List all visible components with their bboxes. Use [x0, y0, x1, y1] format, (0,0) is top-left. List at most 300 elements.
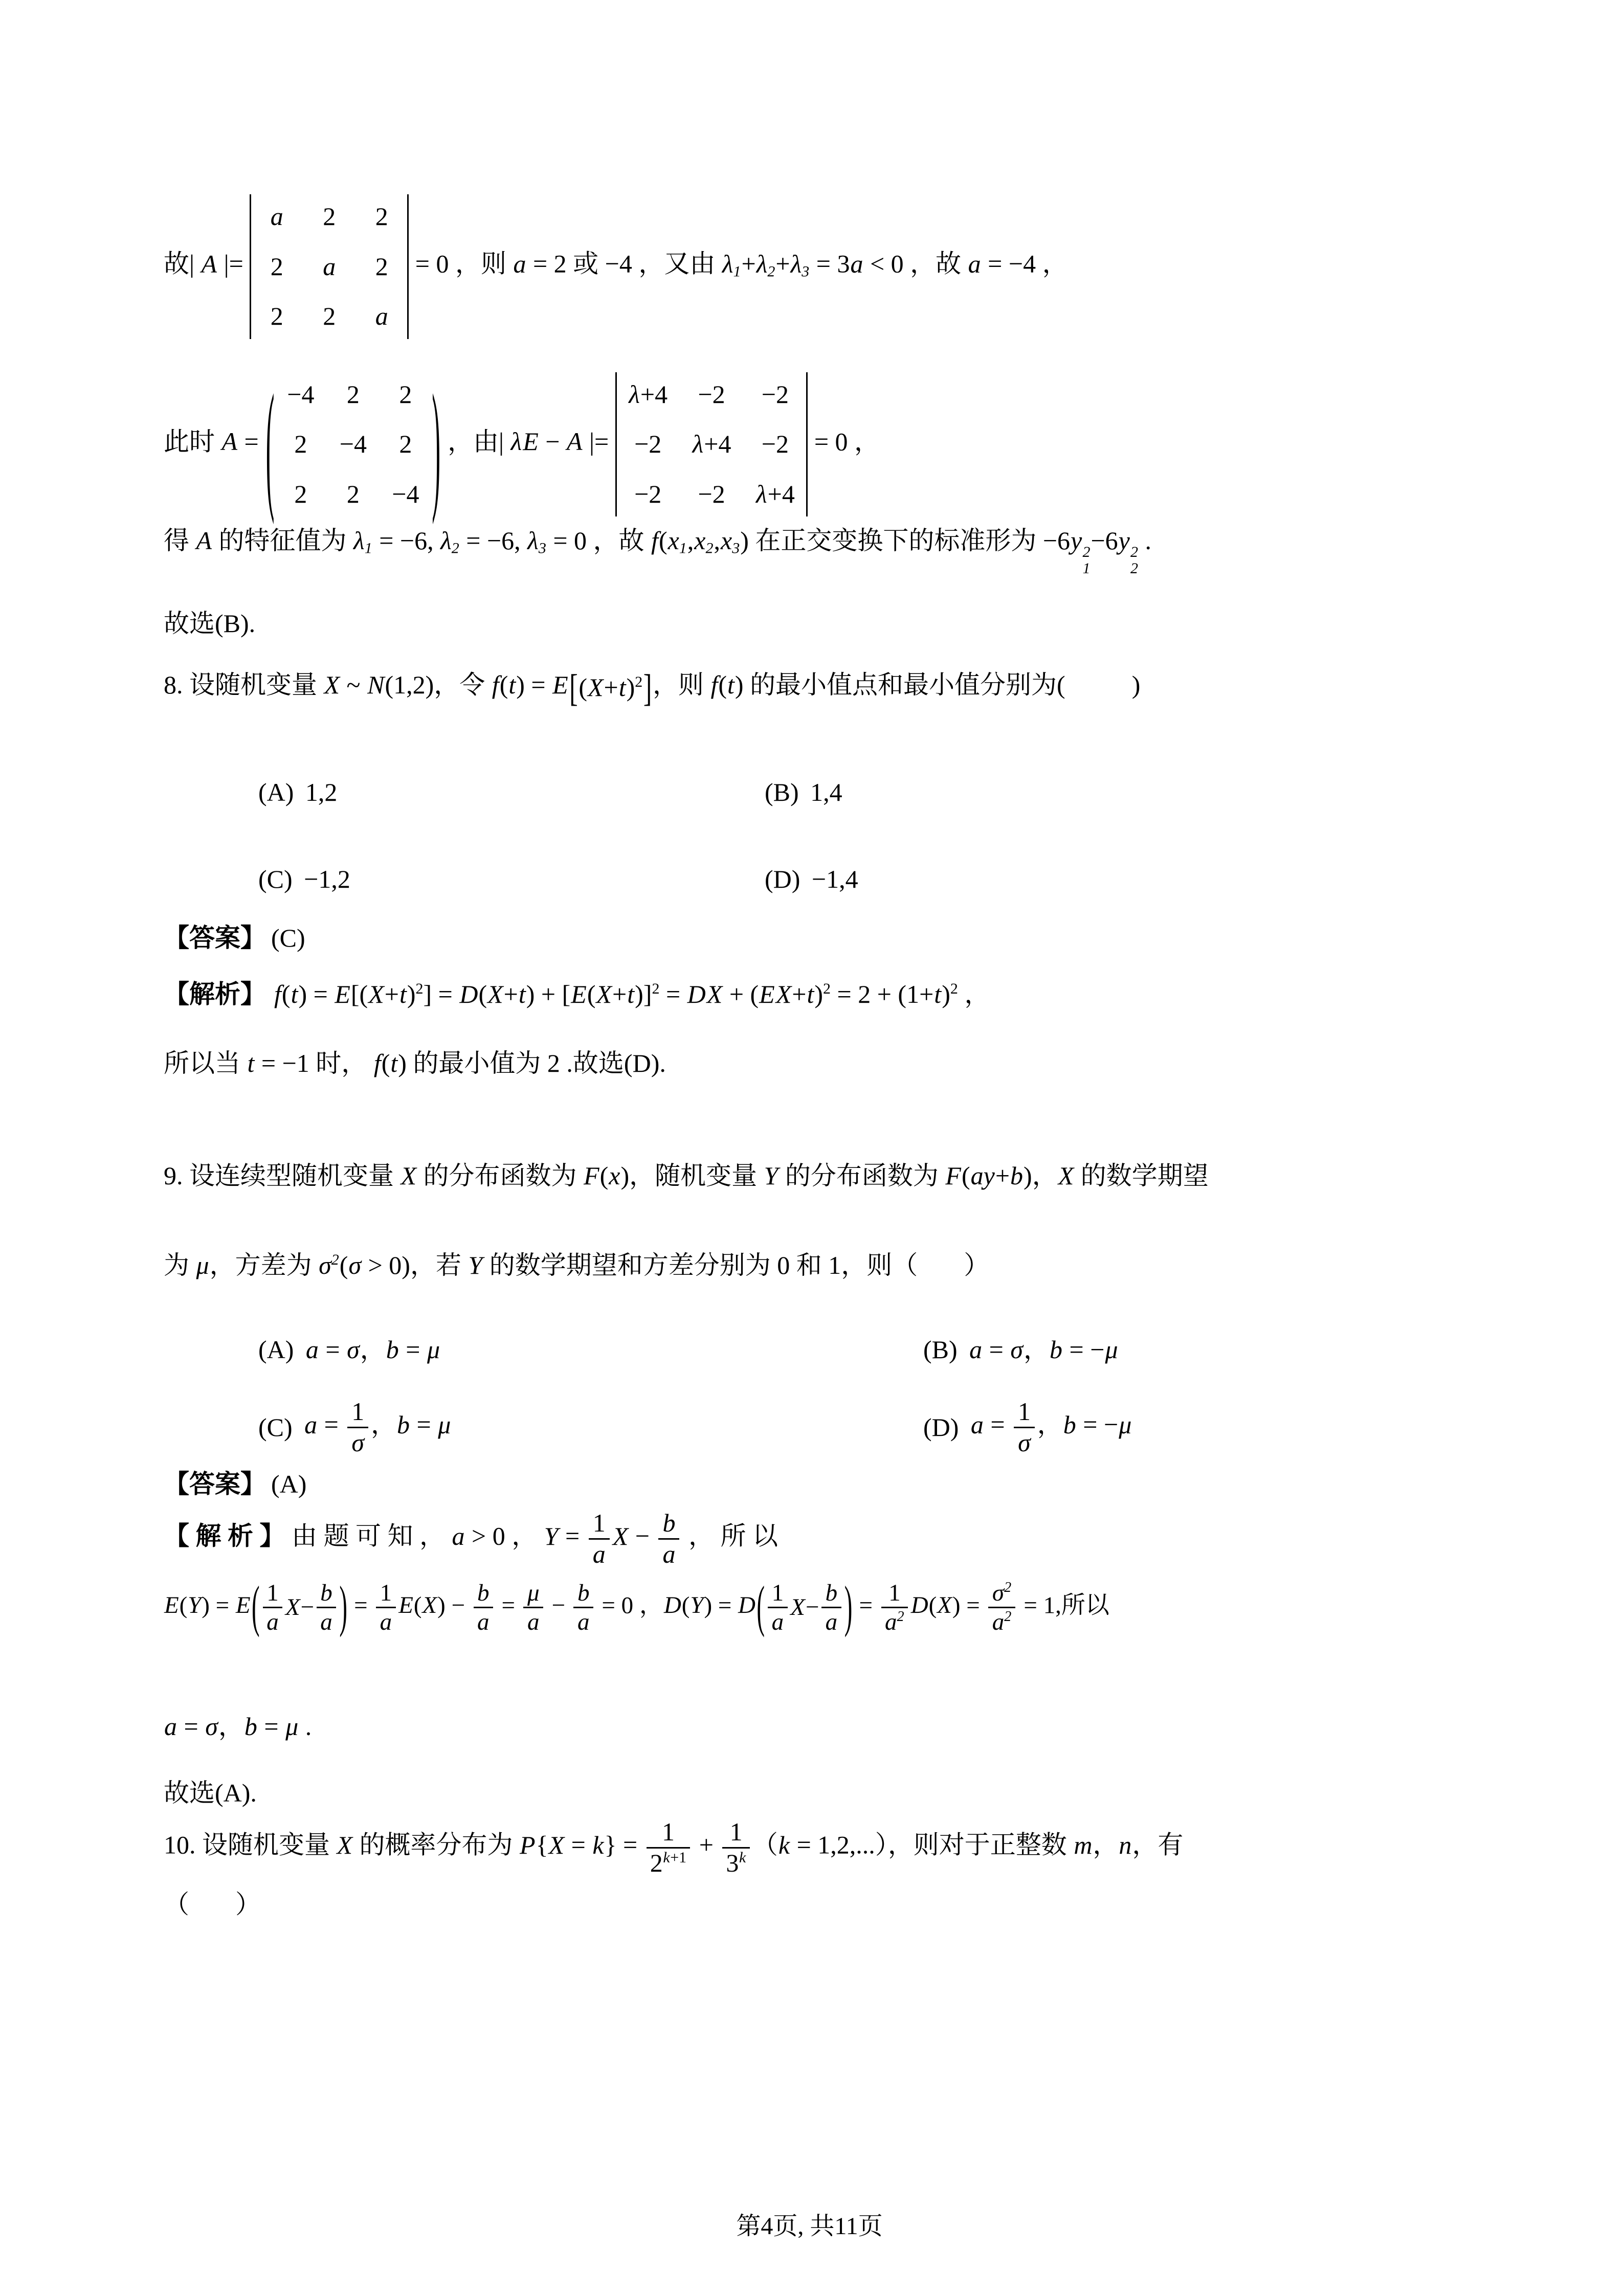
math-run: Y	[188, 1592, 202, 1619]
math-run: $\sigma^2$	[319, 1251, 339, 1280]
math-run: −6	[1042, 526, 1071, 555]
math-run: σ	[205, 1712, 218, 1741]
math-fraction	[1014, 1397, 1035, 1457]
math-run: μ	[438, 1410, 451, 1439]
math-run: X	[368, 980, 384, 1009]
math-run: 的分布函数为	[417, 1161, 584, 1190]
math-run: t	[508, 670, 516, 699]
math-run: = 2 或 −4 ，又由	[526, 249, 722, 278]
math-run: +	[384, 980, 399, 1009]
math-run: (	[579, 673, 587, 702]
math-run: 1	[380, 1580, 392, 1607]
math-run: a	[825, 1609, 838, 1636]
math-fraction	[768, 1579, 788, 1636]
math-matrix	[250, 194, 409, 339]
math-fraction	[881, 1579, 908, 1636]
math-run: + (	[723, 980, 759, 1009]
math-run: (	[681, 1592, 690, 1619]
math-fraction	[347, 1397, 368, 1457]
math-run: .	[299, 1712, 312, 1741]
q8-option-b	[765, 773, 842, 812]
math-run: )	[1024, 1161, 1032, 1190]
math-run: k	[592, 1830, 604, 1859]
math-run: t	[807, 980, 814, 1009]
math-run: +4	[767, 479, 795, 508]
matrix-cell	[263, 202, 291, 232]
superscript	[739, 1849, 746, 1866]
math-run: A	[196, 526, 212, 555]
math-run: X	[487, 980, 503, 1009]
math-run: a	[266, 1609, 279, 1636]
math-run: ，	[1093, 1830, 1119, 1859]
math-run: ，若	[410, 1251, 468, 1280]
math-run: ) =	[952, 1592, 986, 1619]
q9-option-d	[923, 1397, 1132, 1457]
math-run: 2	[323, 202, 336, 231]
math-run: A	[221, 427, 238, 456]
math-run: a	[323, 252, 336, 281]
math-run: 1	[592, 1509, 606, 1538]
math-run: )	[735, 670, 744, 699]
math-run: =	[348, 1592, 374, 1619]
math-run: ）	[235, 1890, 261, 1919]
math-run: Y	[468, 1251, 483, 1280]
math-run: μ	[196, 1251, 209, 1280]
subscript: 2	[705, 539, 714, 557]
math-run: |=	[583, 427, 615, 456]
math-run: 的分布函数为	[778, 1161, 945, 1190]
math-run: a	[270, 202, 283, 231]
math-run: b	[1050, 1335, 1063, 1364]
superscript: 2	[950, 980, 958, 998]
matrix-cell	[692, 480, 731, 509]
math-run: 1	[729, 1817, 743, 1847]
q8-analysis-line	[164, 975, 1455, 1014]
math-run: $\lambda_3$	[527, 526, 546, 557]
q8-option-c	[258, 860, 765, 898]
math-run: E	[552, 670, 568, 699]
math-run: 在正交变换下的标准形为	[748, 526, 1043, 555]
math-run: X	[1058, 1161, 1074, 1190]
page-footer: 第4页, 共11页	[736, 2213, 883, 2240]
math-run: −2	[698, 379, 725, 409]
superscript: 2	[1004, 1609, 1012, 1625]
math-run: −2	[698, 479, 725, 508]
math-run: N	[367, 670, 385, 699]
option-value	[304, 1397, 451, 1457]
math-run: 的数学期望和方差分别为 0 和 1，则（	[483, 1251, 918, 1280]
math-run: ）	[964, 1251, 990, 1280]
math-run: σ	[347, 1335, 360, 1364]
math-fraction	[263, 1579, 283, 1636]
math-fraction	[523, 1579, 543, 1636]
math-run: (	[961, 1161, 970, 1190]
math-run: = 0 ，	[595, 1592, 663, 1619]
math-run: )	[1131, 670, 1141, 699]
math-run: X	[285, 1594, 300, 1621]
math-run: 2	[375, 202, 388, 231]
math-run: 2	[323, 302, 336, 330]
superscript: 2	[652, 980, 660, 998]
math-run: 的最小值点和最小值分别为(	[743, 670, 1065, 699]
q8-answer-line	[164, 919, 1455, 957]
math-run: $\lambda_1$	[722, 249, 741, 280]
matrix-cell	[368, 302, 396, 331]
math-run: ，有	[1132, 1830, 1184, 1859]
math-run: ，随机变量	[629, 1161, 764, 1190]
matrix-cell	[286, 480, 315, 509]
math-run: ，则对于正整数	[887, 1830, 1074, 1859]
math-run: 9. 设连续型随机变量	[164, 1161, 401, 1190]
math-run: −6	[1091, 526, 1118, 555]
math-fraction	[722, 1817, 750, 1878]
math-run: )$^2$	[814, 980, 831, 1009]
math-run: σ	[351, 1428, 365, 1457]
math-run: = 1,所以	[1017, 1592, 1109, 1619]
math-run: = 0 ，故	[546, 526, 651, 555]
q9-option-c	[258, 1397, 923, 1457]
math-run: $\lambda_1$	[353, 526, 372, 557]
math-run: μ	[1105, 1335, 1118, 1364]
math-run: b	[244, 1712, 257, 1741]
option-value	[969, 1331, 1118, 1369]
math-run: =	[983, 1335, 1010, 1364]
q7-determinant-line	[164, 194, 1455, 339]
math-run: a	[305, 1335, 319, 1364]
math-fence	[251, 1575, 348, 1638]
math-run: ， 所 以	[682, 1521, 778, 1550]
answer-marker: 【答案】	[164, 1470, 266, 1499]
q9-analysis-line	[164, 1509, 1455, 1569]
math-run: )]$^2$	[635, 980, 660, 1009]
math-run: X	[706, 980, 723, 1009]
math-run: b	[477, 1580, 490, 1607]
option-value: −1,4	[811, 865, 858, 894]
math-run: +4	[640, 379, 668, 409]
math-run: ) −	[437, 1592, 471, 1619]
math-run: μ	[427, 1335, 440, 1364]
math-run: ，则	[652, 670, 710, 699]
matrix-cell	[339, 480, 367, 509]
q10-stem	[164, 1817, 1455, 1878]
math-fence	[265, 363, 441, 525]
math-run: 1	[351, 1397, 365, 1426]
math-run: X	[596, 980, 612, 1009]
math-run: a	[577, 1609, 590, 1636]
matrix-cell	[286, 380, 315, 410]
math-run: =	[399, 1335, 427, 1364]
math-run: −	[539, 427, 566, 456]
math-run: ) =	[704, 1592, 738, 1619]
math-run: X	[937, 1592, 952, 1619]
subscript: 1	[733, 263, 741, 280]
math-run: f	[373, 1049, 381, 1078]
right-fence-glyph: )	[339, 1575, 347, 1638]
math-run: （	[752, 1830, 778, 1859]
math-run: 1	[1017, 1397, 1031, 1426]
q8-conclusion-line	[164, 1044, 1455, 1083]
math-run: f	[274, 980, 281, 1009]
math-run: a	[662, 1539, 676, 1568]
math-run: D	[910, 1592, 928, 1619]
math-run: )	[740, 526, 749, 555]
matrix-cell	[286, 430, 315, 459]
math-run: 8. 设随机变量	[164, 670, 324, 699]
sub-sup-stack: 2 1	[1082, 544, 1091, 577]
math-run: λ	[629, 379, 640, 409]
left-paren-glyph: (	[265, 363, 275, 525]
math-run: )	[398, 1049, 407, 1078]
math-run: （	[164, 1890, 189, 1919]
math-run: {	[536, 1830, 548, 1859]
math-run: b	[662, 1509, 676, 1538]
math-run: ) =	[298, 980, 335, 1009]
math-run: 2	[270, 302, 283, 330]
math-run: a	[164, 1712, 177, 1741]
math-run: λ	[510, 427, 522, 456]
math-run: a	[375, 302, 388, 330]
option-label: (A)	[258, 778, 294, 807]
left-fence-glyph: (	[757, 1575, 765, 1638]
math-run: 1	[771, 1580, 784, 1607]
math-run: X	[587, 673, 604, 702]
q9-option-a	[258, 1331, 923, 1369]
q9-formula-line	[164, 1575, 1455, 1638]
math-run: μ	[1119, 1410, 1132, 1439]
math-run: −4	[392, 479, 419, 508]
math-run: ，	[360, 1335, 386, 1364]
math-run: ) =	[202, 1592, 235, 1619]
math-run: =	[853, 1592, 879, 1619]
right-fence-glyph: )	[844, 1575, 853, 1638]
math-fraction	[658, 1509, 679, 1569]
math-run: 由 题 可 知 ，	[285, 1521, 452, 1550]
math-run: t	[934, 980, 942, 1009]
math-run: 此时	[164, 427, 221, 456]
math-run: F	[945, 1161, 961, 1190]
math-run: =	[319, 1335, 347, 1364]
q8-options-row-2	[164, 860, 1455, 898]
math-run: $\sigma^2$	[992, 1580, 1012, 1607]
math-run: X	[337, 1830, 353, 1859]
math-run: 的数学期望	[1074, 1161, 1209, 1190]
math-run: +	[503, 980, 518, 1009]
math-run: a	[452, 1521, 465, 1550]
math-run: (1,2)，令	[385, 670, 492, 699]
math-run: A	[201, 249, 217, 278]
math-run: t	[727, 670, 735, 699]
math-run: X	[548, 1830, 565, 1859]
answer-value: (A)	[271, 1470, 307, 1499]
math-fraction	[821, 1579, 841, 1636]
math-run: = 2 + (1+	[831, 980, 934, 1009]
math-run: 2	[346, 479, 360, 508]
math-run: (	[928, 1592, 937, 1619]
math-run: ，	[1032, 1161, 1058, 1190]
q9-options-row-2	[164, 1397, 1455, 1457]
math-run: X	[401, 1161, 417, 1190]
subscript: 3	[732, 539, 740, 557]
math-run: a	[320, 1609, 332, 1636]
math-run: μ	[527, 1580, 540, 1607]
q9-stem-line-1	[164, 1157, 1455, 1195]
q9-stem-line-2	[164, 1246, 1455, 1285]
math-run: −	[629, 1521, 656, 1550]
math-run: −	[805, 1594, 819, 1621]
math-run: ,	[687, 526, 694, 555]
math-run: =	[495, 1592, 521, 1619]
math-run: +	[741, 249, 756, 278]
matrix-cell	[315, 302, 343, 331]
right-fence-glyph: ]	[643, 666, 652, 709]
math-run: 【解析】	[164, 980, 266, 1009]
math-fence	[756, 1575, 853, 1638]
math-run: b	[577, 1580, 590, 1607]
math-run: )$^2$	[407, 980, 424, 1009]
math-run: =	[257, 1712, 285, 1741]
math-run: a	[592, 1539, 606, 1568]
superscript: 2	[635, 673, 643, 691]
math-run: Y	[690, 1592, 704, 1619]
matrix-cell	[755, 380, 795, 410]
superscript: 2	[331, 1251, 339, 1269]
math-run: [(	[350, 980, 368, 1009]
option-value	[305, 1331, 440, 1369]
q7-matrix-line	[164, 363, 1455, 525]
math-run: −2	[634, 430, 662, 458]
math-run: b	[386, 1335, 399, 1364]
math-run: f	[492, 670, 499, 699]
q8-options-row-1	[164, 773, 1455, 812]
math-run: E	[523, 427, 539, 456]
math-run: t	[399, 980, 407, 1009]
math-run: 的最小值为 2 .故选(D).	[406, 1049, 666, 1078]
math-run: =	[238, 427, 265, 456]
option-label: (D)	[765, 865, 800, 894]
math-run: D	[687, 980, 706, 1009]
superscript: 2	[897, 1609, 904, 1625]
math-run: E	[571, 980, 587, 1009]
math-run: = −6,	[459, 526, 527, 555]
math-run: 2	[270, 252, 283, 281]
math-run: > 0)	[362, 1251, 410, 1280]
math-run: 得	[164, 526, 196, 555]
math-run: μ	[285, 1712, 299, 1741]
math-run: ，	[371, 1410, 397, 1439]
math-run: t	[518, 980, 526, 1009]
matrix-cell	[391, 380, 419, 410]
math-run: a	[477, 1609, 490, 1636]
math-run: k	[739, 1849, 746, 1866]
math-run: A	[566, 427, 583, 456]
math-run: (	[658, 526, 668, 555]
math-fraction	[988, 1579, 1015, 1636]
matrix-cell	[391, 430, 419, 459]
math-fraction	[573, 1579, 593, 1636]
math-run: σ	[348, 1251, 362, 1280]
math-run: λ	[755, 479, 767, 508]
math-run: 2	[399, 379, 412, 409]
math-run: (	[413, 1592, 422, 1619]
math-run: +	[693, 1830, 720, 1859]
math-run: t	[618, 673, 626, 702]
q7-pick-line: 故选(B).	[164, 609, 256, 638]
math-run: $a^2$	[992, 1609, 1012, 1636]
math-run: E	[759, 980, 775, 1009]
math-run: $\lambda_2$	[756, 249, 775, 280]
math-run: ~	[340, 670, 367, 699]
math-run: a	[513, 249, 526, 278]
subscript: 3	[538, 539, 546, 557]
matrix-cell	[339, 380, 367, 410]
math-run: =	[177, 1712, 205, 1741]
math-run: .	[1139, 526, 1152, 555]
option-label: (D)	[923, 1412, 959, 1442]
matrix-cell	[263, 252, 291, 282]
subscript: 1	[679, 539, 687, 557]
math-run: = 0 ，则	[409, 249, 513, 278]
math-run: +	[775, 249, 790, 278]
math-run: $\lambda_3$	[790, 249, 810, 280]
option-label: (B)	[923, 1335, 958, 1364]
math-matrix	[615, 372, 808, 517]
math-run: = −4 ，	[981, 249, 1068, 278]
matrix-cell	[755, 430, 795, 459]
math-run: > 0 ，	[465, 1521, 544, 1550]
math-run: E	[235, 1592, 251, 1619]
math-run: 2	[294, 430, 307, 458]
option-label: (A)	[258, 1335, 294, 1364]
math-run: )	[620, 1161, 630, 1190]
option-value: 1,2	[305, 778, 338, 807]
math-run: k	[778, 1830, 790, 1859]
math-run: X	[612, 1521, 629, 1550]
math-run: ,	[714, 526, 720, 555]
option-label: (C)	[258, 865, 293, 894]
math-run: )$^2$	[942, 980, 958, 1009]
matrix-cell	[368, 252, 396, 282]
math-run: P	[520, 1830, 536, 1859]
math-run: −	[300, 1594, 315, 1621]
math-run: $a^2$	[885, 1609, 904, 1636]
matrix-cell	[628, 430, 668, 459]
math-run: −4	[339, 430, 367, 458]
math-fraction	[589, 1509, 610, 1569]
math-run: t	[390, 1049, 398, 1078]
matrix-cell	[368, 202, 396, 232]
superscript: 2	[1004, 1580, 1012, 1596]
superscript	[663, 1849, 686, 1866]
math-run: F	[584, 1161, 599, 1190]
math-run: 【 解 析 】	[164, 1521, 285, 1550]
math-run: b	[825, 1580, 838, 1607]
math-run: D	[663, 1592, 681, 1619]
math-run: ，	[1037, 1410, 1063, 1439]
math-run: $x_3$	[721, 526, 740, 557]
math-run: +	[792, 980, 807, 1009]
math-run: ] =	[423, 980, 459, 1009]
math-run: ，由|	[441, 427, 510, 456]
math-run: X	[324, 670, 340, 699]
subscript: 1	[364, 539, 372, 557]
math-run: ，	[958, 980, 990, 1009]
math-run: k	[663, 1849, 670, 1866]
math-run: b	[397, 1410, 410, 1439]
math-run: ，	[218, 1712, 244, 1741]
math-run: $\lambda_2$	[440, 526, 459, 557]
math-run: = −	[1076, 1410, 1119, 1439]
math-run: 2	[375, 252, 388, 281]
